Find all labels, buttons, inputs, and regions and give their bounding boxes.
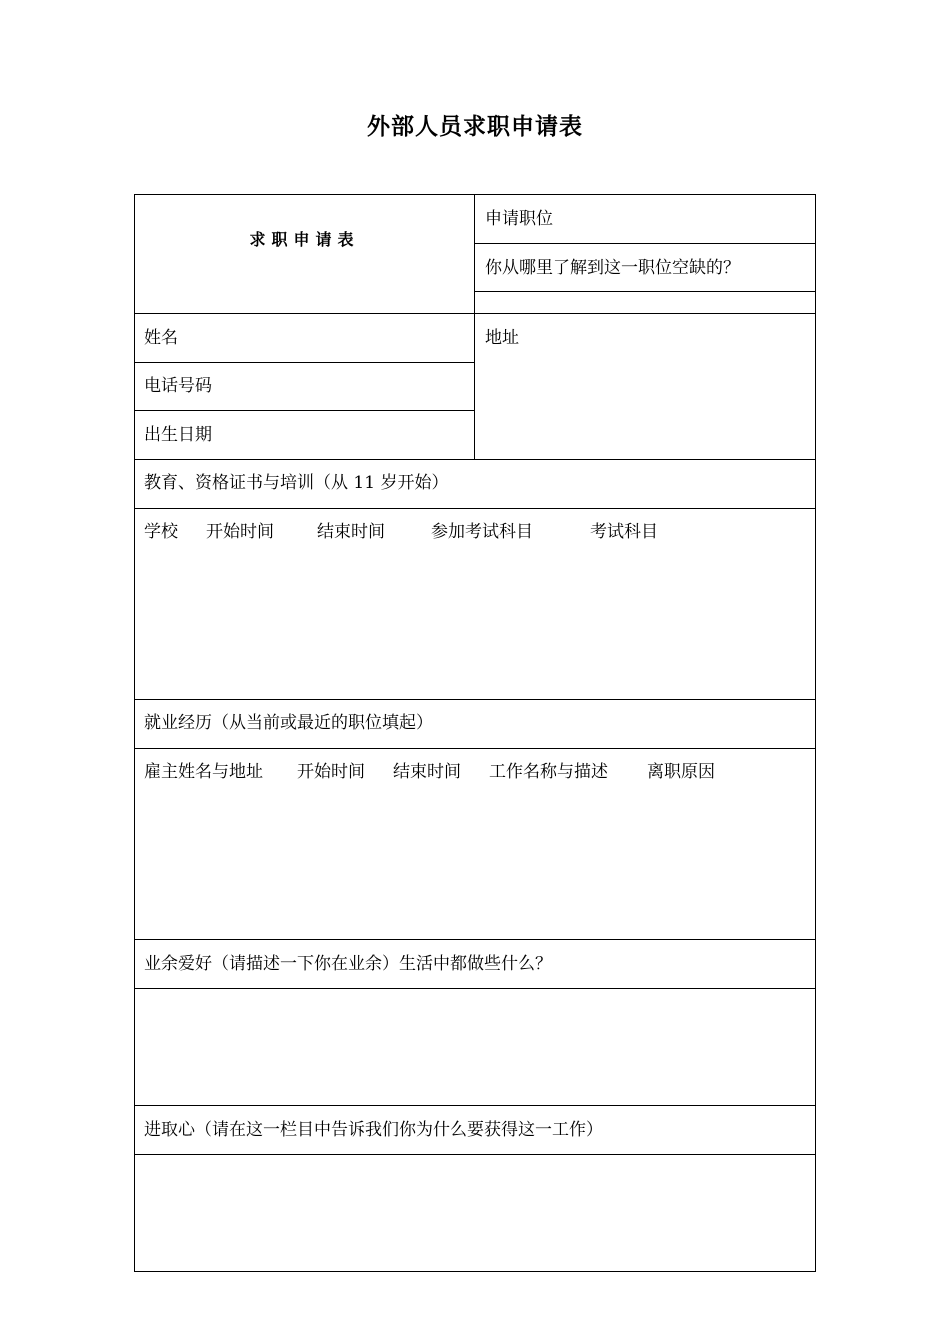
education-col-school: 学校 — [144, 522, 178, 542]
phone-label: 电话号码 — [144, 376, 212, 396]
education-col-start: 开始时间 — [206, 522, 274, 542]
divider-employment-heading — [134, 748, 816, 749]
divider-position — [475, 243, 816, 244]
employment-col-reason: 离职原因 — [647, 762, 715, 782]
vacancy-source-field[interactable] — [476, 293, 814, 312]
form-name-label: 求职申请表 — [249, 230, 360, 249]
divider-education-heading — [134, 508, 816, 509]
page-title: 外部人员求职申请表 — [367, 113, 583, 140]
hobbies-heading: 业余爱好（请描述一下你在业余）生活中都做些什么？ — [144, 954, 552, 974]
divider-source — [475, 291, 816, 292]
employment-col-start: 开始时间 — [297, 762, 365, 782]
motivation-heading: 进取心（请在这一栏目中告诉我们你为什么要获得这一工作） — [144, 1120, 603, 1140]
education-col-subjects: 考试科目 — [590, 522, 658, 542]
vacancy-source-label: 你从哪里了解到这一职位空缺的？ — [485, 258, 740, 278]
address-label: 地址 — [485, 328, 519, 348]
name-label: 姓名 — [144, 328, 178, 348]
divider-name — [134, 362, 475, 363]
employment-col-employer: 雇主姓名与地址 — [144, 762, 263, 782]
divider-education-bottom — [134, 699, 816, 700]
education-col-end: 结束时间 — [317, 522, 385, 542]
employment-col-title: 工作名称与描述 — [489, 762, 608, 782]
birth-date-label: 出生日期 — [144, 425, 212, 445]
position-applied-label: 申请职位 — [485, 209, 553, 229]
divider-personal-bottom — [134, 459, 816, 460]
motivation-field[interactable] — [135, 1155, 815, 1271]
divider-phone — [134, 410, 475, 411]
divider-header-bottom — [134, 313, 816, 314]
employment-heading: 就业经历（从当前或最近的职位填起） — [144, 713, 433, 733]
divider-employment-bottom — [134, 939, 816, 940]
education-heading: 教育、资格证书与培训（从 11 岁开始） — [144, 473, 449, 493]
hobbies-field[interactable] — [135, 989, 815, 1104]
column-divider-header — [474, 194, 475, 313]
education-col-exam-subjects: 参加考试科目 — [431, 522, 533, 542]
column-divider-personal — [474, 313, 475, 459]
employment-col-end: 结束时间 — [393, 762, 461, 782]
divider-hobbies-bottom — [134, 1105, 816, 1106]
